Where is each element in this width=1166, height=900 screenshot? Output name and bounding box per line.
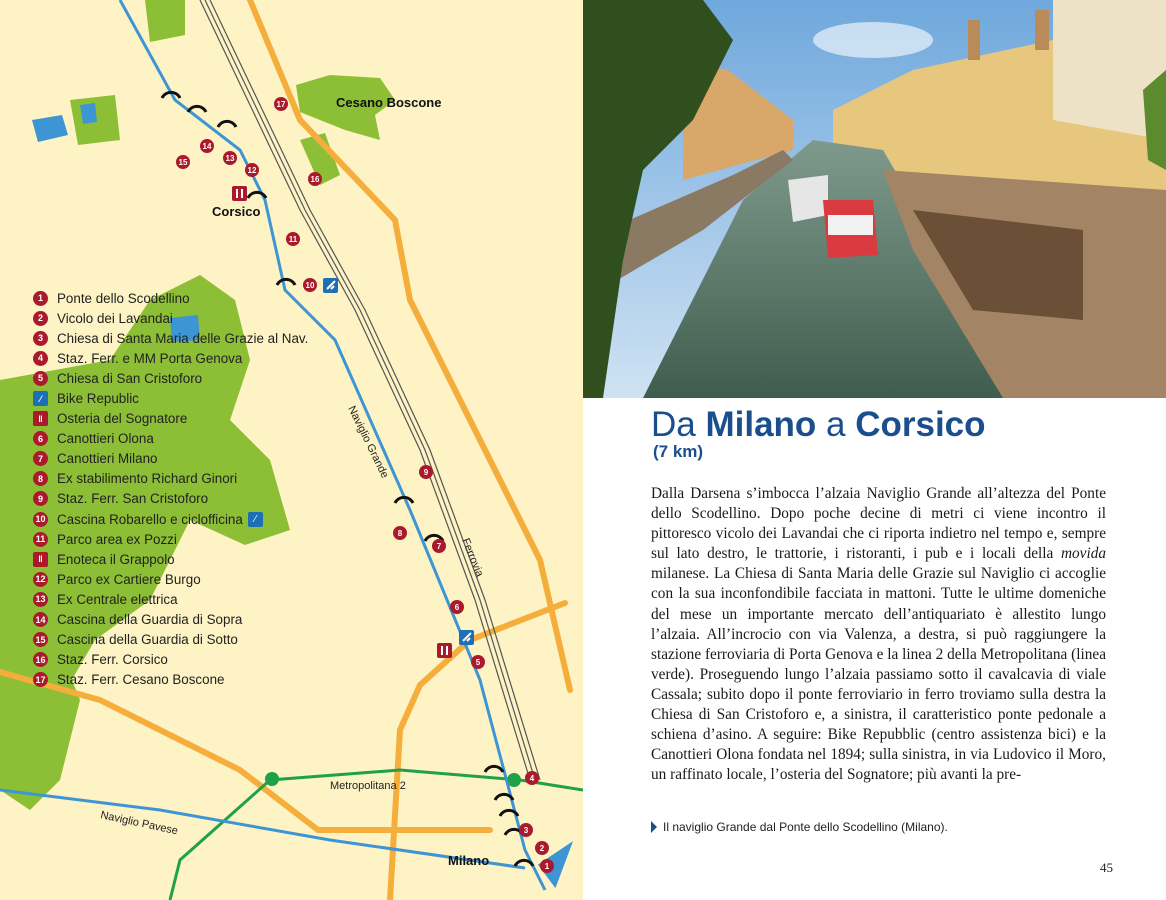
marker-17: [274, 97, 288, 111]
legend-label: Ex stabilimento Richard Ginori: [57, 471, 238, 487]
route-label-naviglio-pavese: Naviglio Pavese: [99, 809, 180, 838]
legend-label: Ex Centrale elettrica: [57, 591, 178, 607]
title-middle: a: [816, 405, 856, 444]
photo-caption: [651, 820, 948, 834]
legend-label: Canottieri Milano: [57, 451, 158, 467]
body-part-1: Dalla Darsena s’imbocca l’alzaia Naviglio Grande all’altezza del Ponte dello Scodellino. Dopo poche decine di metri ci viene incontro il pittoresco vicolo dei Lavandai che ci riporta indietro nel tempo e, sempre sul lato destro, le trattorie, i ristoranti, i pub e i locali della: [651, 485, 1106, 563]
marker-2: [535, 841, 549, 855]
legend-marker: 6: [33, 431, 48, 446]
legend-marker: 8: [33, 471, 48, 486]
restaurant-icon: ‖: [33, 411, 48, 426]
legend-marker: 17: [33, 672, 48, 687]
legend-item: [33, 409, 353, 429]
legend-item: [33, 388, 353, 408]
bike-icon: ⁄: [248, 512, 263, 527]
body-part-2: milanese. La Chiesa di Santa Maria delle Grazie sul Naviglio ci accoglie con la sua inconfondibile facciata in mattoni. Tutte le ultime domeniche del mese un importante mercato dell’antiquariato è allestito lungo l’alzaia. All’incrocio con via Valenza, a destra, si può raggiungere la stazione ferroviaria di Porta Genova e la linea 2 della Metropolitana (linea verde). Proseguendo lungo l’alzaia passiamo sotto il cavalcavia di viale Cassala; subito dopo il ponte ferroviario in ferro troviamo sulla destra la Chiesa di San Cristoforo e, a sinistra, il caratteristico ponte pedonale a schiena d’asino. A seguire: Bike Repubblic (centro assistenza bici) e la Canottieri Olona fondata nel 1894; sulla sinistra, in via Ludovico il Moro, un raffinato locale, l’osteria del Sognatore; più avanti la pre-: [651, 565, 1106, 784]
legend-item: [33, 650, 353, 670]
marker-8: [393, 526, 407, 540]
marker-13: [223, 151, 237, 165]
route-label-ferrovia: Ferrovia: [459, 536, 486, 579]
legend-label: Canottieri Olona: [57, 431, 154, 447]
marker-9: [419, 465, 433, 479]
legend-label: Staz. Ferr. San Cristoforo: [57, 491, 209, 507]
svg-text:9: 9: [423, 468, 429, 477]
svg-text:12: 12: [247, 166, 257, 175]
body-emphasis: movida: [1060, 545, 1106, 563]
legend-item: [33, 549, 353, 569]
legend-item: [33, 288, 353, 308]
legend-label: Parco ex Cartiere Burgo: [57, 571, 201, 587]
restaurant-icon: [437, 643, 452, 658]
svg-text:3: 3: [523, 826, 529, 835]
svg-text:15: 15: [178, 158, 188, 167]
legend-marker: 7: [33, 451, 48, 466]
legend-marker: 11: [33, 532, 48, 547]
svg-text:16: 16: [310, 175, 320, 184]
svg-text:14: 14: [202, 142, 212, 151]
page-subtitle: (7 km): [653, 442, 704, 461]
marker-12: [245, 163, 259, 177]
svg-text:6: 6: [454, 603, 460, 612]
bike-icon: ⁄: [33, 391, 48, 406]
legend-item: [33, 348, 353, 368]
legend-item: [33, 529, 353, 549]
svg-text:4: 4: [529, 774, 535, 783]
photo-illustration: [583, 0, 1166, 398]
legend-label: Parco area ex Pozzi: [57, 531, 177, 547]
place-label-milano: Milano: [448, 853, 490, 868]
legend-marker: 14: [33, 612, 48, 627]
marker-1: [540, 859, 554, 873]
legend-item: [33, 670, 353, 690]
legend-item: [33, 630, 353, 650]
legend-item: [33, 589, 353, 609]
legend-label: Staz. Ferr. Cesano Boscone: [57, 672, 225, 688]
legend-marker: 13: [33, 592, 48, 607]
legend-marker: 16: [33, 652, 48, 667]
caption-arrow-icon: [651, 821, 657, 833]
bike-icon: [459, 630, 474, 645]
route-label-metro: Metropolitana 2: [330, 780, 406, 792]
legend-item: [33, 449, 353, 469]
marker-5: [471, 655, 485, 669]
title-to: Corsico: [855, 405, 986, 444]
legend-label: Bike Republic: [57, 391, 139, 407]
legend-item: [33, 328, 353, 348]
title-prefix: Da: [651, 405, 706, 444]
svg-text:7: 7: [436, 542, 442, 551]
marker-16: [308, 172, 322, 186]
svg-text:2: 2: [539, 844, 545, 853]
map-legend: [33, 288, 353, 690]
article-body: [651, 484, 1106, 785]
legend-label: Cascina della Guardia di Sotto: [57, 632, 238, 648]
marker-4: [525, 771, 539, 785]
legend-item: [33, 610, 353, 630]
page-title: [651, 405, 986, 445]
marker-6: [450, 600, 464, 614]
canal-photo: [583, 0, 1166, 398]
place-label-corsico: Corsico: [212, 204, 261, 219]
lake-small: [80, 103, 97, 124]
legend-label: Cascina della Guardia di Sopra: [57, 612, 243, 628]
legend-marker: 1: [33, 291, 48, 306]
svg-text:10: 10: [305, 281, 315, 290]
svg-text:11: 11: [288, 235, 298, 244]
legend-marker: 9: [33, 491, 48, 506]
legend-label: Ponte dello Scodellino: [57, 290, 190, 306]
park-north: [145, 0, 185, 42]
title-from: Milano: [705, 405, 817, 444]
page-number: 45: [1100, 860, 1113, 875]
legend-label: Chiesa di Santa Maria delle Grazie al Nav.: [57, 330, 309, 346]
svg-text:13: 13: [225, 154, 235, 163]
legend-item: [33, 509, 353, 529]
marker-15: [176, 155, 190, 169]
marker-3: [519, 823, 533, 837]
legend-item: [33, 429, 353, 449]
legend-marker: 5: [33, 371, 48, 386]
marker-14: [200, 139, 214, 153]
article: [583, 398, 1166, 900]
legend-label: Vicolo dei Lavandai: [57, 310, 173, 326]
legend-marker: 10: [33, 512, 48, 527]
restaurant-icon: ‖: [33, 552, 48, 567]
legend-label: Staz. Ferr. Corsico: [57, 652, 168, 668]
legend-item: [33, 489, 353, 509]
route-label-naviglio-grande: Naviglio Grande: [345, 404, 391, 481]
legend-marker: 2: [33, 311, 48, 326]
marker-7: [432, 539, 446, 553]
legend-marker: 15: [33, 632, 48, 647]
legend-item: [33, 469, 353, 489]
legend-label: Staz. Ferr. e MM Porta Genova: [57, 350, 243, 366]
legend-label: Osteria del Sognatore: [57, 411, 188, 427]
legend-label: Cascina Robarello e ciclofficina: [57, 511, 243, 527]
svg-text:8: 8: [397, 529, 403, 538]
legend-label: Enoteca il Grappolo: [57, 551, 175, 567]
legend-item: [33, 569, 353, 589]
caption-text: Il naviglio Grande dal Ponte dello Scodellino (Milano).: [663, 820, 948, 834]
legend-marker: 12: [33, 572, 48, 587]
legend-item: [33, 368, 353, 388]
legend-label: Chiesa di San Cristoforo: [57, 370, 203, 386]
svg-text:17: 17: [276, 100, 286, 109]
svg-text:5: 5: [475, 658, 481, 667]
restaurant-icon: [232, 186, 247, 201]
marker-11: [286, 232, 300, 246]
legend-item: [33, 308, 353, 328]
legend-marker: 3: [33, 331, 48, 346]
svg-text:1: 1: [544, 862, 550, 871]
legend-marker: 4: [33, 351, 48, 366]
place-label-cesano: Cesano Boscone: [336, 95, 442, 110]
